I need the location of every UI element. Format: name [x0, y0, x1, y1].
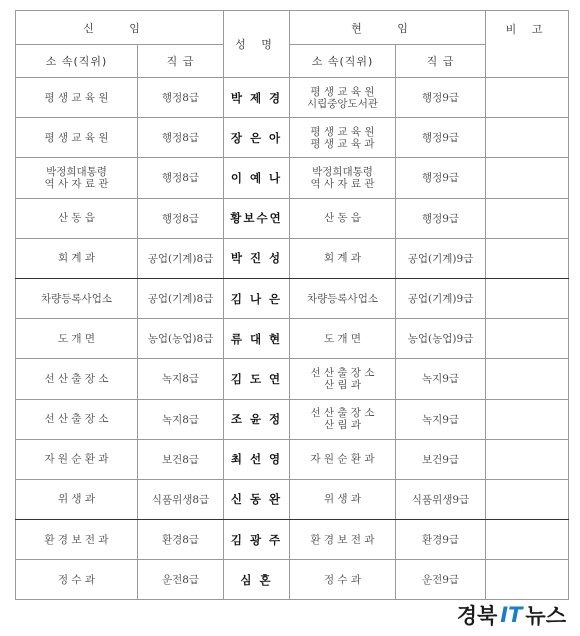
new-affiliation-cell-line: 도 개 면 — [57, 332, 96, 345]
current-affiliation-cell-line: 시립중앙도서관 — [306, 97, 378, 110]
current-affiliation-cell-line: 산 림 과 — [323, 419, 362, 432]
logo-text-gyeongbuk: 경북 — [456, 604, 498, 628]
new-affiliation-cell — [16, 118, 138, 158]
current-grade-cell: 행정9급 — [396, 118, 486, 158]
current-affiliation-cell-line: 회 계 과 — [323, 252, 362, 265]
name-cell: 류 대 현 — [224, 319, 290, 359]
current-affiliation-cell — [290, 399, 396, 439]
table-row — [16, 198, 569, 238]
table-row — [16, 520, 569, 560]
new-grade-cell: 공업(기계)8급 — [138, 278, 224, 318]
new-grade-cell: 식품위생8급 — [138, 479, 224, 519]
new-affiliation-cell — [16, 520, 138, 560]
current-grade-cell: 공업(기계)9급 — [396, 278, 486, 318]
name-cell: 조 윤 정 — [224, 399, 290, 439]
new-affiliation-cell — [16, 439, 138, 479]
current-affiliation-cell-line: 박정희대통령 — [312, 165, 373, 178]
name-cell: 황보수연 — [224, 198, 290, 238]
current-affiliation-cell — [290, 238, 396, 278]
current-affiliation-cell-line: 평 생 교 육 과 — [310, 137, 375, 150]
current-grade-cell: 공업(기계)9급 — [396, 238, 486, 278]
current-grade-cell: 식품위생9급 — [396, 479, 486, 519]
new-affiliation-cell-line: 차량등록사업소 — [40, 292, 112, 305]
table-row — [16, 238, 569, 278]
current-affiliation-cell — [290, 319, 396, 359]
current-affiliation-cell-line: 역 사 자 료 관 — [310, 177, 375, 190]
name-cell: 박 진 성 — [224, 238, 290, 278]
name-cell: 김 나 은 — [224, 278, 290, 318]
news-logo — [457, 600, 566, 630]
name-cell: 김 광 주 — [224, 520, 290, 560]
new-affiliation-cell — [16, 78, 138, 118]
note-cell — [486, 118, 569, 158]
current-grade-cell: 운전9급 — [396, 560, 486, 600]
new-affiliation-cell-line: 평 생 교 육 원 — [44, 91, 109, 104]
current-affiliation-cell — [290, 278, 396, 318]
current-affiliation-cell-line: 환 경 보 전 과 — [310, 533, 375, 546]
name-cell: 심 혼 — [224, 560, 290, 600]
note-cell — [486, 198, 569, 238]
note-cell — [486, 399, 569, 439]
header-current-grade: 직 급 — [396, 45, 486, 78]
header-note: 비 고 — [486, 11, 569, 78]
personnel-table-container — [15, 10, 568, 600]
table-row — [16, 278, 569, 318]
header-new-position: 신 임 — [16, 11, 224, 45]
current-affiliation-cell — [290, 78, 396, 118]
note-cell — [486, 560, 569, 600]
note-cell — [486, 439, 569, 479]
name-cell: 신 동 완 — [224, 479, 290, 519]
table-row — [16, 78, 569, 118]
current-affiliation-cell — [290, 158, 396, 198]
new-grade-cell: 농업(농업)8급 — [138, 319, 224, 359]
note-cell — [486, 278, 569, 318]
current-grade-cell: 환경9급 — [396, 520, 486, 560]
current-affiliation-cell — [290, 359, 396, 399]
header-new-affiliation: 소 속(직위) — [16, 45, 138, 78]
new-affiliation-cell — [16, 158, 138, 198]
table-row — [16, 399, 569, 439]
personnel-table-body — [16, 78, 569, 600]
current-affiliation-cell — [290, 439, 396, 479]
new-affiliation-cell-line: 환 경 보 전 과 — [44, 533, 109, 546]
new-affiliation-cell — [16, 238, 138, 278]
note-cell — [486, 238, 569, 278]
current-affiliation-cell-line: 산 림 과 — [323, 378, 362, 391]
current-grade-cell: 행정9급 — [396, 158, 486, 198]
new-grade-cell: 녹지8급 — [138, 359, 224, 399]
name-cell: 장 은 아 — [224, 118, 290, 158]
new-grade-cell: 행정8급 — [138, 118, 224, 158]
new-affiliation-cell — [16, 278, 138, 318]
current-affiliation-cell — [290, 198, 396, 238]
new-grade-cell: 공업(기계)8급 — [138, 238, 224, 278]
current-grade-cell: 녹지9급 — [396, 359, 486, 399]
new-affiliation-cell-line: 선 산 출 장 소 — [44, 413, 109, 426]
current-affiliation-cell — [290, 479, 396, 519]
table-row — [16, 118, 569, 158]
current-affiliation-cell-line: 위 생 과 — [323, 493, 362, 506]
new-grade-cell: 환경8급 — [138, 520, 224, 560]
new-grade-cell: 행정8급 — [138, 198, 224, 238]
current-affiliation-cell — [290, 560, 396, 600]
name-cell: 김 도 연 — [224, 359, 290, 399]
current-affiliation-cell-line: 자 원 순 환 과 — [310, 453, 375, 466]
table-row — [16, 479, 569, 519]
name-cell: 박 제 경 — [224, 78, 290, 118]
table-row — [16, 158, 569, 198]
personnel-table — [15, 10, 569, 600]
new-affiliation-cell-line: 평 생 교 육 원 — [44, 131, 109, 144]
current-affiliation-cell-line: 선 산 출 장 소 — [310, 366, 375, 379]
new-affiliation-cell — [16, 560, 138, 600]
new-affiliation-cell-line: 자 원 순 환 과 — [44, 453, 109, 466]
table-row — [16, 439, 569, 479]
current-affiliation-cell-line: 평 생 교 육 원 — [310, 85, 375, 98]
note-cell — [486, 158, 569, 198]
new-affiliation-cell-line: 회 계 과 — [57, 252, 96, 265]
new-affiliation-cell-line: 선 산 출 장 소 — [44, 372, 109, 385]
header-current-position: 현 임 — [290, 11, 486, 45]
current-affiliation-cell-line: 정 수 과 — [323, 573, 362, 586]
current-affiliation-cell — [290, 118, 396, 158]
new-grade-cell: 녹지8급 — [138, 399, 224, 439]
header-current-affiliation: 소 속(직위) — [290, 45, 396, 78]
new-affiliation-cell-line: 산 동 읍 — [57, 212, 96, 225]
new-grade-cell: 행정8급 — [138, 78, 224, 118]
new-affiliation-cell — [16, 359, 138, 399]
header-new-grade: 직 급 — [138, 45, 224, 78]
new-affiliation-cell-line: 역 사 자 료 관 — [44, 177, 109, 190]
new-affiliation-cell — [16, 399, 138, 439]
logo-text-news: 뉴스 — [525, 604, 566, 628]
current-affiliation-cell — [290, 520, 396, 560]
new-affiliation-cell — [16, 479, 138, 519]
note-cell — [486, 78, 569, 118]
current-affiliation-cell-line: 차량등록사업소 — [306, 292, 378, 305]
current-affiliation-cell-line: 산 동 읍 — [323, 212, 362, 225]
current-affiliation-cell-line: 선 산 출 장 소 — [310, 407, 375, 420]
note-cell — [486, 359, 569, 399]
new-grade-cell: 행정8급 — [138, 158, 224, 198]
new-grade-cell: 보건8급 — [138, 439, 224, 479]
new-affiliation-cell-line: 박정희대통령 — [46, 165, 107, 178]
note-cell — [486, 520, 569, 560]
header-name: 성 명 — [224, 11, 290, 78]
current-affiliation-cell-line: 도 개 면 — [323, 332, 362, 345]
table-row — [16, 359, 569, 399]
table-row — [16, 319, 569, 359]
current-affiliation-cell-line: 평 생 교 육 원 — [310, 125, 375, 138]
current-grade-cell: 녹지9급 — [396, 399, 486, 439]
table-row — [16, 560, 569, 600]
note-cell — [486, 479, 569, 519]
name-cell: 이 예 나 — [224, 158, 290, 198]
current-grade-cell: 보건9급 — [396, 439, 486, 479]
new-affiliation-cell — [16, 198, 138, 238]
new-affiliation-cell — [16, 319, 138, 359]
new-affiliation-cell-line: 위 생 과 — [57, 493, 96, 506]
current-grade-cell: 농업(농업)9급 — [396, 319, 486, 359]
note-cell — [486, 319, 569, 359]
logo-text-it: IT — [500, 603, 523, 627]
name-cell: 최 선 영 — [224, 439, 290, 479]
new-affiliation-cell-line: 정 수 과 — [57, 573, 96, 586]
current-grade-cell: 행정9급 — [396, 198, 486, 238]
new-grade-cell: 운전8급 — [138, 560, 224, 600]
current-grade-cell: 행정9급 — [396, 78, 486, 118]
